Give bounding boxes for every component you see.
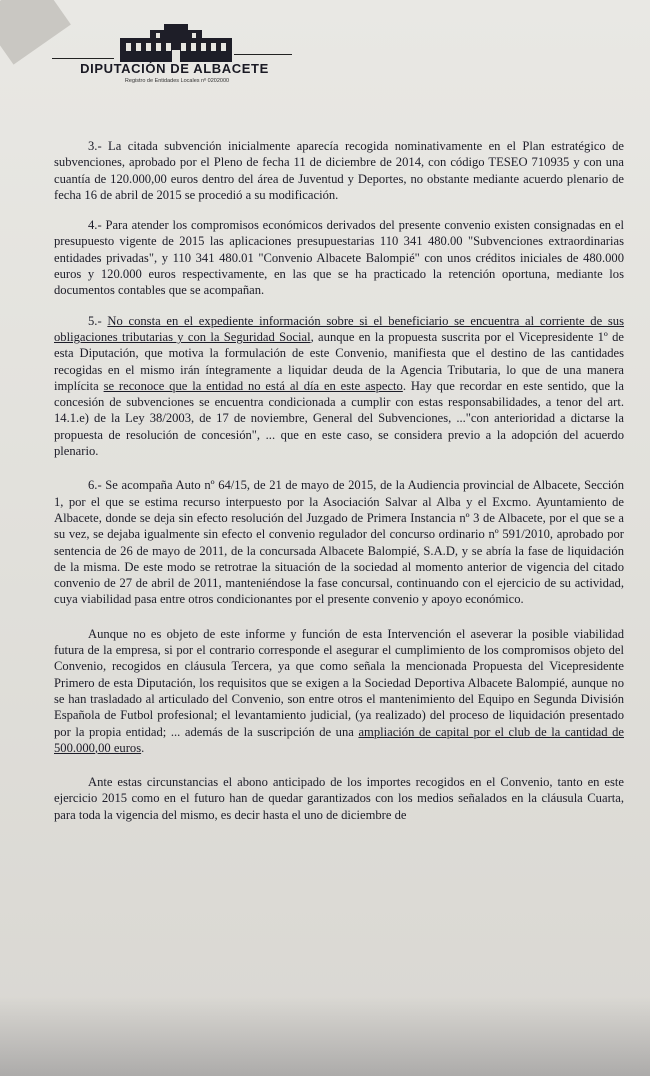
underlined-no-esta-al-dia: se reconoce que la entidad no está al día en este aspecto xyxy=(103,378,403,393)
underlined-no-consta: No consta en el expediente información sobre si el beneficiario se encuentra al corriente de sus obligaciones tributarias y con la Seguridad Social xyxy=(54,313,625,344)
paragraph-8: Ante estas circunstancias el abono anticipado de los importes recogidos en el Convenio, tanto en este ejercicio 2015 como en el futuro han de quedar garantizados con los medios señalados en la cláusula Cuarta, para toda la vigencia del mismo, es decir hasta el uno de diciembre de xyxy=(54,775,624,822)
organization-registry: Registro de Entidades Locales nº 0202000 xyxy=(124,78,230,84)
paragraph-5-text-end: . Hay que recordar en este sentido, que la concesión de subvenciones se encuentra condicionada a cumplir con estas responsabilidades, a tenor del art. 14.1.e) de la Ley 38/2003, de 17 de noviembre, General del Subvenciones, ..."con anterioridad a dictarse la propuesta de resolución de concesión", ... que en este caso, se considera previo a la adopción del acuerdo plenario. xyxy=(54,378,624,459)
paragraph-6: 6.- Se acompaña Auto nº 64/15, de 21 de mayo de 2015, de la Audiencia provincial de Albacete, Sección 1, por el que se estima recurso interpuesto por la Asociación Salvar al Alba y el Excmo. Ayuntamiento de Albacete, donde se deja sin efecto resolución del Juzgado de Primera Instancia nº 3 de Albacete, por el que se a su vez, se dejaba igualmente sin efecto el convenio regulador del concurso ordinario nº 591/2010, aprobado por sentencia de 26 de mayo de 2011, de la concursada Albacete Balompié, S.A.D, y se abría la fase de liquidación de la misma. De este modo se retrotrae la situación de la sociedad al momento anterior de vigencia del citado convenio de 27 de abril de 2011, manteniéndose la fase concursal, continuando con el ejercicio de su actividad, cuya viabilidad pasa entre otros condicionantes por el presente convenio y apoyo económico. xyxy=(54,478,624,607)
building-logo-icon xyxy=(120,24,232,62)
organization-name: DIPUTACIÓN DE ALBACETE xyxy=(80,61,269,76)
paragraph-7-end: . xyxy=(141,740,145,755)
letterhead-rule-right xyxy=(234,54,292,55)
paragraph-5 xyxy=(54,313,624,460)
paragraph-7 xyxy=(54,626,624,756)
document-body xyxy=(54,138,624,823)
paragraph-5-text: , aunque en la propuesta suscrita por el Vicepresidente 1º de esta Diputación, que motiva la formulación de este Convenio, manifiesta que el destino de las cantidades recogidas en el mismo irán íntegramente a liquidar deuda de la Agencia Tributaria, lo que de una manera implícita xyxy=(54,329,624,393)
paragraph-4: 4.- Para atender los compromisos económicos derivados del presente convenio existen consignadas en el presupuesto vigente de 2015 las aplicaciones presupuestarias 110 341 480.00 "Subvenciones extraordinarias entidades privadas", y 110 341 480.01 "Convenio Albacete Balompié" con unos créditos iniciales de 480.000 euros y 120.000 euros respectivamente, en las que se ha practicado la retención oportuna, mediante los documentos contables que se acompañan. xyxy=(54,218,624,298)
letterhead xyxy=(52,24,297,94)
paragraph-7-text: Aunque no es objeto de este informe y función de esta Intervención el aseverar la posible viabilidad futura de la empresa, si por el contrario corresponde el asegurar el cumplimiento de los compromisos objeto del Convenio, recogidos en cláusula Tercera, ya que como señala la mencionada Propuesta del Vicepresidente Primero de esta Diputación, los requisitos que se exigen a la Sociedad Deportiva Albacete Balompié, aunque no se han trasladado al articulado del Convenio, son entre otros el mantenimiento del Equipo en Segunda División Española de Futbol profesional; el levantamiento judicial, (ya realizado) del proceso de liquidación presentado por la propia entidad; ... además de la suscripción de una xyxy=(54,626,624,739)
bottom-shadow xyxy=(0,996,650,1076)
underlined-ampliacion-capital: ampliación de capital por el club de la cantidad de 500.000,00 euros xyxy=(54,724,624,755)
letterhead-rule-left xyxy=(52,58,114,59)
paragraph-5-number: 5.- xyxy=(88,313,108,328)
paragraph-3: 3.- La citada subvención inicialmente aparecía recogida nominativamente en el Plan estratégico de subvenciones, aprobado por el Pleno de fecha 11 de diciembre de 2014, con código TESEO 710935 y con una cuantía de 120.000,00 euros dentro del área de Juventud y Deportes, no obstante mediante acuerdo plenario de fecha 16 de abril de 2015 se procedió a su modificación. xyxy=(54,139,624,202)
